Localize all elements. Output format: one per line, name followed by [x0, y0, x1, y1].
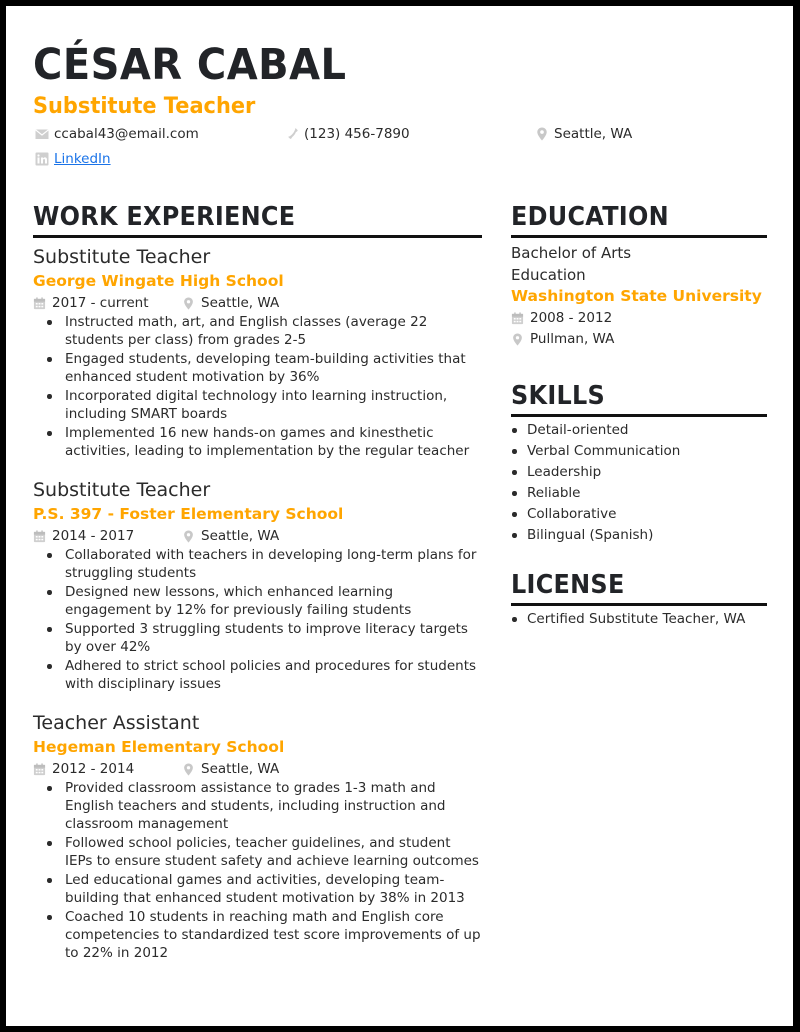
education-school: Washington State University: [511, 287, 762, 305]
license-item: Certified Substitute Teacher, WA: [511, 609, 767, 629]
job-bullets: [33, 313, 482, 460]
calendar-icon: [33, 763, 46, 776]
job-organization: George Wingate High School: [33, 272, 284, 290]
bullet-item: Followed school policies, teacher guidelines, and student IEPs to ensure student safety and achieve learning outcomes: [33, 834, 482, 870]
calendar-icon: [33, 530, 46, 543]
skill-item: Verbal Communication: [511, 441, 767, 461]
skills-section: [511, 380, 767, 546]
linkedin-link[interactable]: LinkedIn: [54, 151, 111, 167]
job-title: Substitute Teacher: [33, 246, 211, 268]
education-section: [511, 201, 767, 348]
section-heading-license: LICENSE: [511, 570, 625, 600]
job-dates: 2014 - 2017: [52, 528, 135, 544]
section-divider: [511, 235, 767, 238]
bullet-item: Supported 3 struggling students to improve literacy targets by over 42%: [33, 620, 482, 656]
contact-linkedin: [35, 150, 111, 168]
candidate-name: CÉSAR CABAL: [33, 40, 347, 90]
work-experience-section: [33, 201, 482, 963]
job-entry: [33, 245, 482, 460]
skills-list: [511, 420, 767, 545]
map-pin-icon: [182, 530, 195, 543]
calendar-icon: [511, 312, 524, 325]
job-entry: [33, 711, 482, 962]
contact-email: [35, 125, 199, 143]
job-entry: [33, 478, 482, 693]
section-heading-education: EDUCATION: [511, 202, 669, 232]
envelope-icon: [35, 127, 49, 141]
education-location-row: [511, 330, 767, 348]
job-location: Seattle, WA: [201, 295, 280, 311]
section-heading-work-experience: WORK EXPERIENCE: [33, 202, 296, 232]
job-location: Seattle, WA: [201, 761, 280, 777]
education-dates: 2008 - 2012: [530, 310, 613, 326]
resume-page: [6, 6, 793, 1026]
map-pin-icon: [535, 127, 549, 141]
license-section: [511, 569, 767, 630]
bullet-item: Engaged students, developing team-building activities that enhanced student motivation by 36%: [33, 350, 482, 386]
contact-location: [535, 125, 632, 143]
job-title: Teacher Assistant: [33, 712, 200, 734]
bullet-item: Adhered to strict school policies and procedures for students with disciplinary issues: [33, 657, 482, 693]
bullet-item: Coached 10 students in reaching math and English core competencies to standardized test score improvements of up to 22% in 2012: [33, 908, 482, 962]
education-dates-row: [511, 309, 767, 327]
skill-item: Collaborative: [511, 504, 767, 524]
education-field: Education: [511, 266, 586, 284]
skill-item: Detail-oriented: [511, 420, 767, 440]
skill-item: Bilingual (Spanish): [511, 525, 767, 545]
job-organization: P.S. 397 - Foster Elementary School: [33, 505, 344, 523]
job-bullets: [33, 546, 482, 693]
education-degree: Bachelor of Arts: [511, 244, 632, 262]
map-pin-icon: [511, 333, 524, 346]
phone-icon: [285, 127, 299, 141]
location-text: Seattle, WA: [554, 126, 633, 142]
contact-phone: [285, 125, 410, 143]
bullet-item: Instructed math, art, and English classes (average 22 students per class) from grades 2-5: [33, 313, 482, 349]
bullet-item: Implemented 16 new hands-on games and kinesthetic activities, leading to implementation by the regular teacher: [33, 424, 482, 460]
job-dates: 2017 - current: [52, 295, 149, 311]
bullet-item: Designed new lessons, which enhanced learning engagement by 12% for previously failing students: [33, 583, 482, 619]
job-organization: Hegeman Elementary School: [33, 738, 285, 756]
map-pin-icon: [182, 763, 195, 776]
job-location: Seattle, WA: [201, 528, 280, 544]
map-pin-icon: [182, 297, 195, 310]
bullet-item: Led educational games and activities, developing team-building that enhanced student motivation by 38% in 2013: [33, 871, 482, 907]
skill-item: Leadership: [511, 462, 767, 482]
license-list: [511, 609, 767, 629]
bullet-item: Incorporated digital technology into learning instruction, including SMART boards: [33, 387, 482, 423]
section-divider: [33, 235, 482, 238]
section-heading-skills: SKILLS: [511, 381, 606, 411]
section-divider: [511, 603, 767, 606]
bullet-item: Collaborated with teachers in developing long-term plans for struggling students: [33, 546, 482, 582]
section-divider: [511, 414, 767, 417]
education-location: Pullman, WA: [530, 331, 615, 347]
job-dates: 2012 - 2014: [52, 761, 135, 777]
candidate-title: Substitute Teacher: [33, 94, 256, 119]
job-meta: [33, 294, 482, 312]
email-text: ccabal43@email.com: [54, 126, 199, 142]
linkedin-icon: [35, 152, 49, 166]
job-meta: [33, 760, 482, 778]
job-meta: [33, 527, 482, 545]
job-title: Substitute Teacher: [33, 479, 211, 501]
phone-text: (123) 456-7890: [304, 126, 410, 142]
bullet-item: Provided classroom assistance to grades 1-3 math and English teachers and students, including instruction and classroom management: [33, 779, 482, 833]
calendar-icon: [33, 297, 46, 310]
skill-item: Reliable: [511, 483, 767, 503]
job-bullets: [33, 779, 482, 962]
